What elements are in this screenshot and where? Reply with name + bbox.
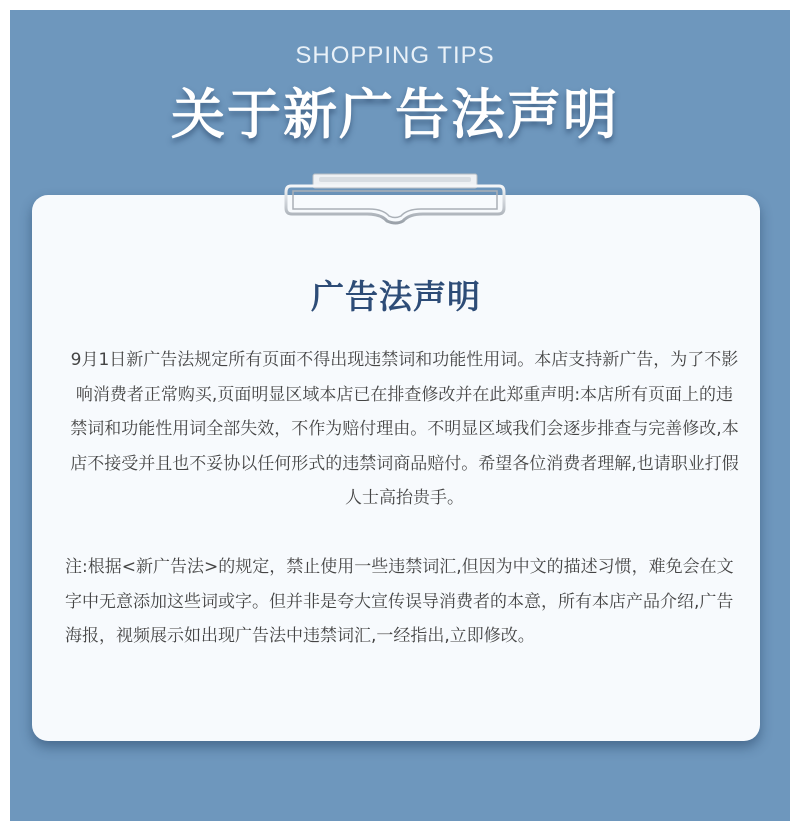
- notice-paragraph: 9月1日新广告法规定所有页面不得出现违禁词和功能性用词。本店支持新广告，为了不影响消费者正常购买,页面明显区域本店已在排查修改并在此郑重声明:本店所有页面上的违禁词和功能性用词全部失效，不作为赔付理由。不明显区域我们会逐步排查与完善修改,本店不接受并且也不妥协以任何形式的违禁词商品赔付。希望各位消费者理解,也请职业打假人士高抬贵手。: [70, 350, 739, 508]
- clipboard-clip-icon: [283, 170, 507, 230]
- subtitle: SHOPPING TIPS: [295, 42, 495, 69]
- note-paragraph: 注:根据<新广告法>的规定，禁止使用一些违禁词汇,但因为中文的描述习惯，难免会在文字中无意添加这些词或字。但并非是夸大宣传误导消费者的本意，所有本店产品介绍,广告海报，视频展示如出现广告法中违禁词汇,一经指出,立即修改。: [65, 557, 734, 646]
- notice-card: [32, 195, 760, 741]
- page-title: 关于新广告法声明: [171, 83, 619, 146]
- card-heading: 广告法声明: [311, 277, 481, 316]
